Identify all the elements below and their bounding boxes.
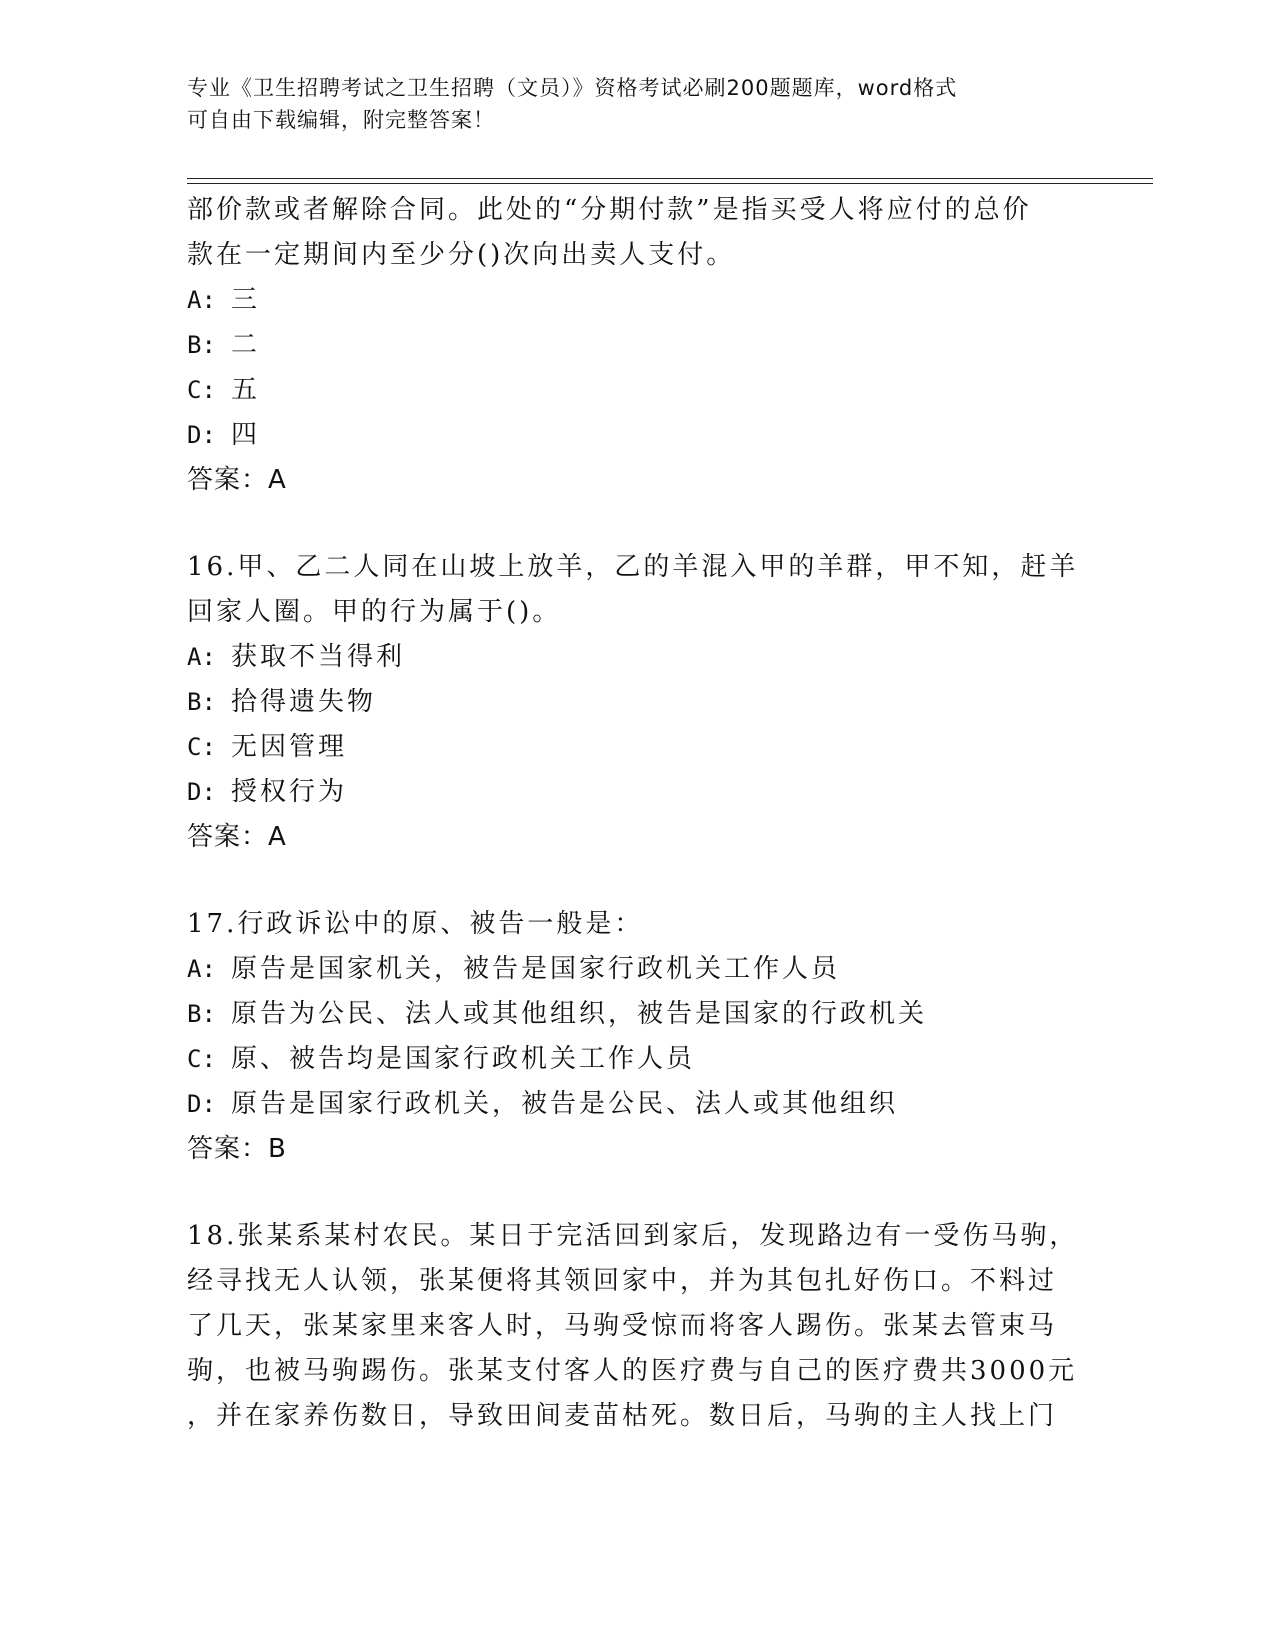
header-title-line-1: 专业《卫生招聘考试之卫生招聘（文员）》资格考试必刷200题题库，word格式: [187, 76, 958, 100]
question-text-line: 了几天，张某家里来客人时，马驹受惊而将客人踢伤。张某去管束马: [187, 1311, 1058, 1341]
option-label: D:: [187, 421, 216, 449]
question-text-line: 部价款或者解除合同。此处的“分期付款”是指买受人将应付的总价: [187, 195, 1032, 225]
option-label: C:: [187, 733, 216, 761]
answer-line: 答案：A: [187, 822, 287, 852]
option-d: [187, 413, 1087, 458]
question-content: [187, 188, 1087, 1439]
option-a: [187, 635, 1087, 680]
option-text: 二: [231, 330, 261, 360]
question-text-line: 16.甲、乙二人同在山坡上放羊，乙的羊混入甲的羊群，甲不知，赶羊: [187, 552, 1079, 582]
option-c: [187, 1037, 1087, 1082]
question-17: [187, 902, 1087, 1172]
option-label: A:: [187, 286, 216, 314]
question-text-line: 17.行政诉讼中的原、被告一般是：: [187, 909, 644, 939]
option-b: [187, 323, 1087, 368]
option-label: B:: [187, 1000, 216, 1028]
option-label: B:: [187, 331, 216, 359]
question-text-line: 款在一定期间内至少分()次向出卖人支付。: [187, 240, 736, 270]
option-a: [187, 947, 1087, 992]
option-text: 三: [231, 285, 261, 315]
question-text-line: 驹，也被马驹踢伤。张某支付客人的医疗费与自己的医疗费共3000元: [187, 1356, 1078, 1386]
document-header: [187, 72, 1067, 136]
option-label: C:: [187, 376, 216, 404]
option-label: B:: [187, 688, 216, 716]
option-c: [187, 725, 1087, 770]
option-text: 原告为公民、法人或其他组织，被告是国家的行政机关: [231, 999, 928, 1029]
answer-line: 答案：B: [187, 1134, 287, 1164]
option-text: 原告是国家行政机关，被告是公民、法人或其他组织: [231, 1089, 899, 1119]
question-16: [187, 545, 1087, 860]
option-label: C:: [187, 1045, 216, 1073]
question-text-line: ，并在家养伤数日，导致田间麦苗枯死。数日后，马驹的主人找上门: [187, 1401, 1058, 1431]
question-fragment: [187, 188, 1087, 503]
header-divider-top: [187, 178, 1153, 179]
question-text-line: 18.张某系某村农民。某日于完活回到家后，发现路边有一受伤马驹，: [187, 1221, 1079, 1251]
option-text: 四: [231, 420, 261, 450]
option-label: D:: [187, 778, 216, 806]
question-text-line: 回家人圈。甲的行为属于()。: [187, 597, 562, 627]
header-divider-bottom: [187, 183, 1153, 184]
question-text-line: 经寻找无人认领，张某便将其领回家中，并为其包扎好伤口。不料过: [187, 1266, 1058, 1296]
option-text: 五: [231, 375, 261, 405]
option-text: 原、被告均是国家行政机关工作人员: [231, 1044, 696, 1074]
option-text: 无因管理: [231, 732, 348, 762]
option-c: [187, 368, 1087, 413]
answer-line: 答案：A: [187, 465, 287, 495]
option-b: [187, 992, 1087, 1037]
option-b: [187, 680, 1087, 725]
option-a: [187, 278, 1087, 323]
option-text: 拾得遗失物: [231, 687, 377, 717]
option-text: 授权行为: [231, 777, 348, 807]
question-18: [187, 1214, 1087, 1439]
option-text: 原告是国家机关，被告是国家行政机关工作人员: [231, 954, 841, 984]
option-d: [187, 770, 1087, 815]
option-text: 获取不当得利: [231, 642, 406, 672]
option-label: D:: [187, 1090, 216, 1118]
header-title-line-2: 可自由下载编辑，附完整答案！: [187, 108, 495, 132]
option-label: A:: [187, 955, 216, 983]
option-d: [187, 1082, 1087, 1127]
option-label: A:: [187, 643, 216, 671]
